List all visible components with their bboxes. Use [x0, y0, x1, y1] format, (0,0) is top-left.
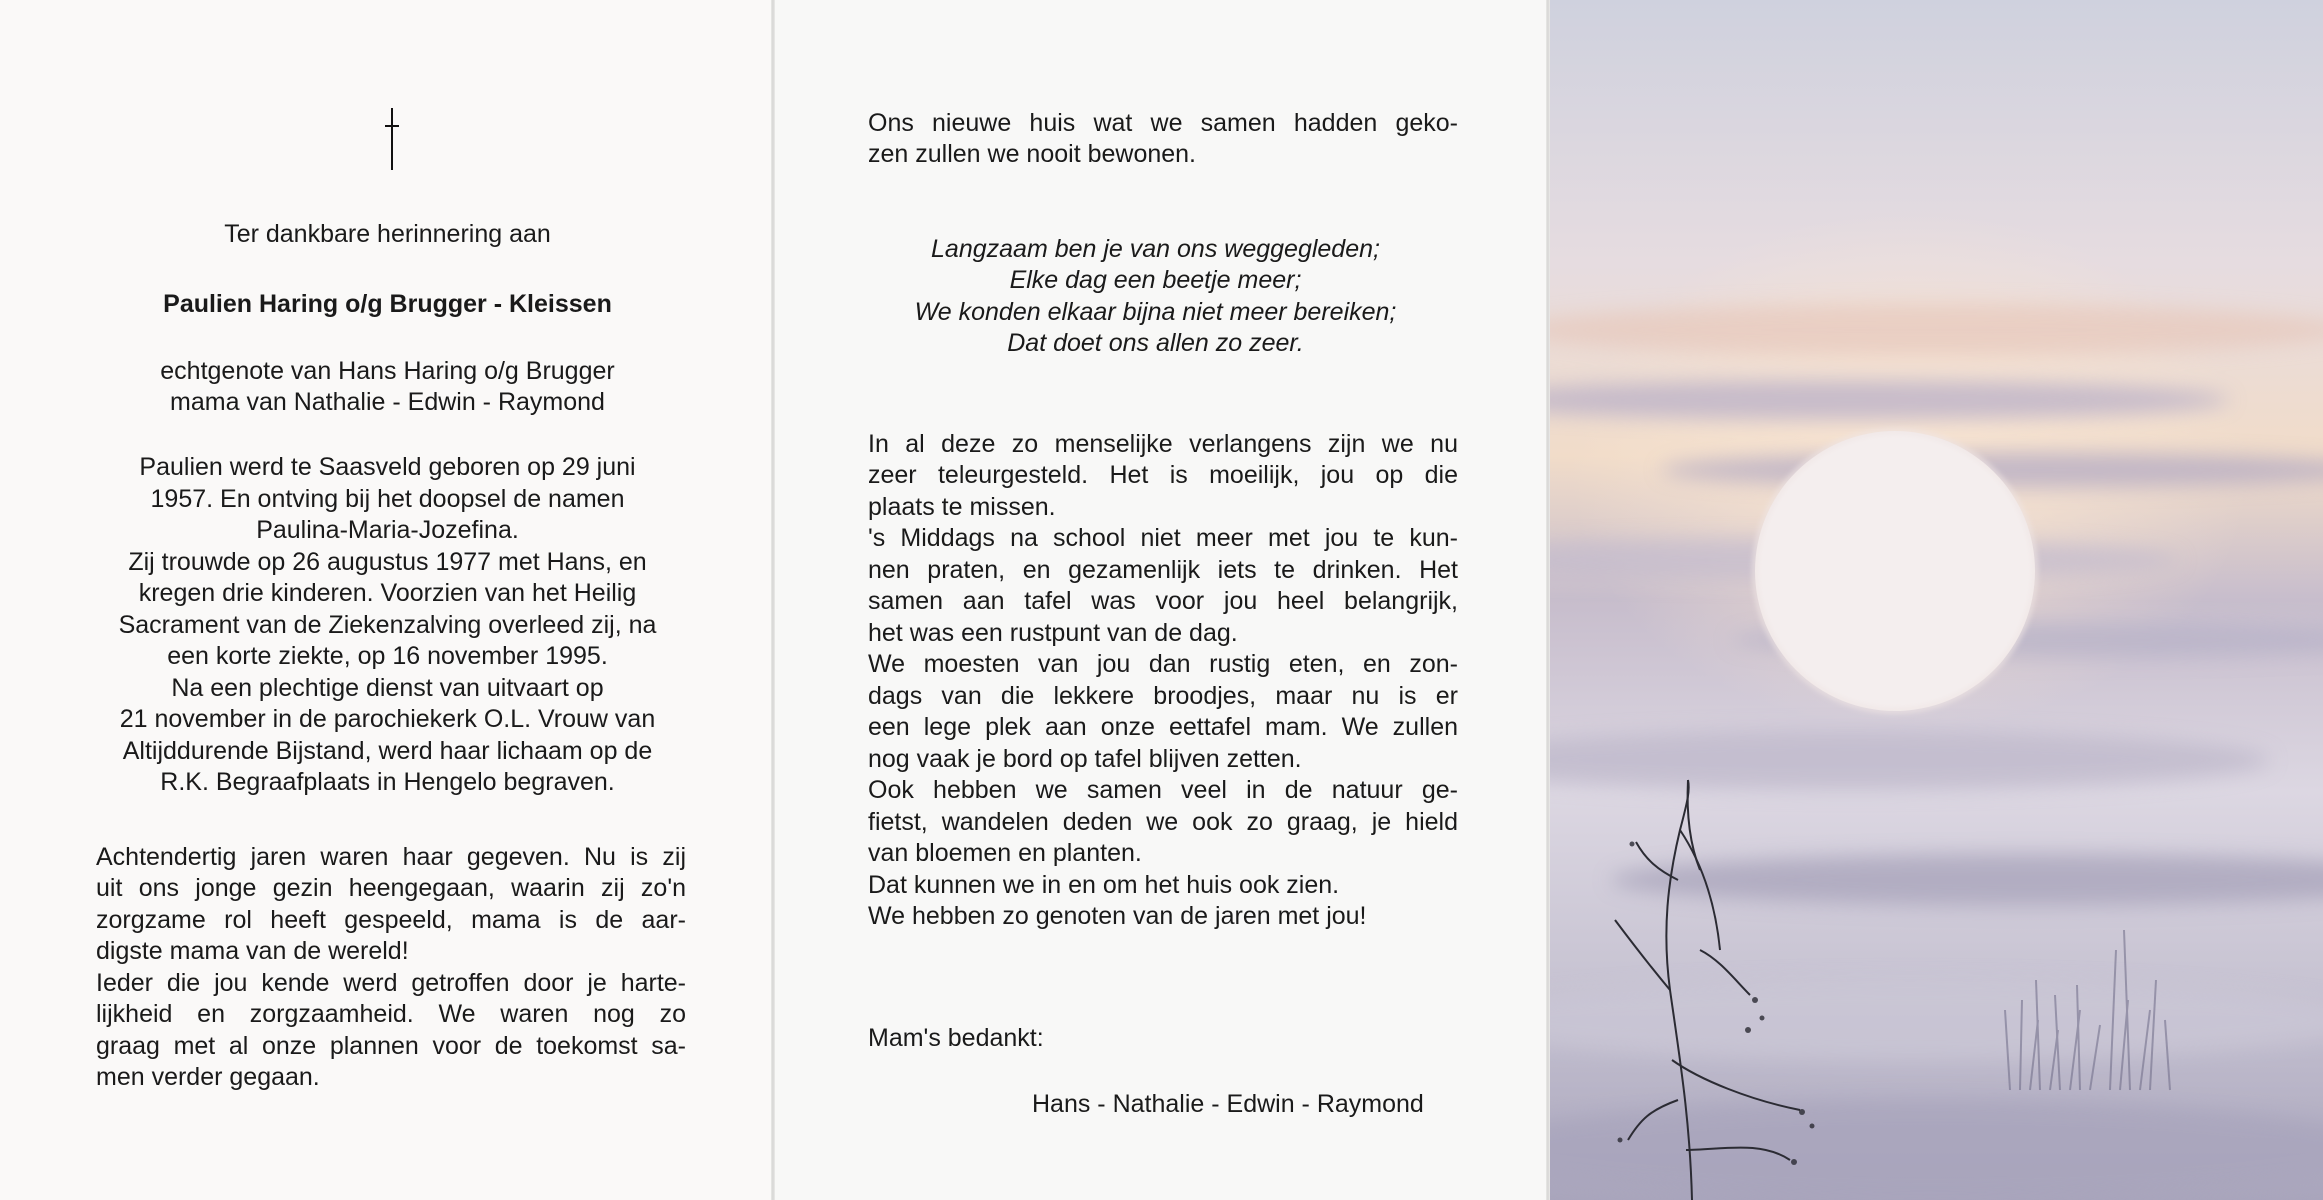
tribute-line: digste mama van de wereld! [96, 937, 409, 965]
relation-line: echtgenote van Hans Haring o/g Brugger [160, 357, 615, 385]
cross-icon [385, 108, 399, 170]
poem-line: Elke dag een beetje meer; [1009, 266, 1302, 294]
bio-line: Paulien werd te Saasveld geboren op 29 juni [139, 453, 636, 481]
tribute-line: lijkheid en zorgzaamheid. We waren nog zo [96, 1000, 686, 1028]
poem-line: Dat doet ons allen zo zeer. [1007, 329, 1304, 357]
bio-line: Sacrament van de Ziekenzalving overleed zij, na [118, 611, 657, 639]
middle-panel [775, 0, 1550, 1200]
bio-line: 1957. En ontving bij het doopsel de namen [150, 485, 625, 513]
house-line: Ons nieuwe huis wat we samen hadden geko- [868, 109, 1458, 137]
intro-text: Ter dankbare herinnering aan [224, 220, 551, 248]
bio-line: Altijddurende Bijstand, werd haar lichaam op de [122, 737, 653, 765]
tribute-line: men verder gegaan. [96, 1063, 320, 1091]
memory-line: Ook hebben we samen veel in de natuur ge- [868, 776, 1458, 804]
deceased-name: Paulien Haring o/g Brugger - Kleissen [163, 290, 612, 318]
memory-line: plaats te missen. [868, 493, 1056, 521]
left-panel [0, 0, 775, 1200]
bio-line: R.K. Begraafplaats in Hengelo begraven. [160, 768, 615, 796]
relation-line: mama van Nathalie - Edwin - Raymond [170, 388, 605, 416]
tribute-line: graag met al onze plannen voor de toekomst sa- [96, 1032, 686, 1060]
memory-line: zeer teleurgesteld. Het is moeilijk, jou op die [868, 461, 1458, 489]
bio-line: kregen drie kinderen. Voorzien van het Heilig [138, 579, 637, 607]
memory-line: We hebben zo genoten van de jaren met jou! [868, 902, 1367, 930]
memory-line: nen praten, en gezamenlijk iets te drinken. Het [868, 556, 1458, 584]
tribute-line: Achtendertig jaren waren haar gegeven. Nu is zij [96, 843, 686, 871]
bio-line: een korte ziekte, op 16 november 1995. [167, 642, 608, 670]
bio-line: Paulina-Maria-Jozefina. [256, 516, 519, 544]
signature-text: Hans - Nathalie - Edwin - Raymond [1032, 1090, 1424, 1118]
house-line: zen zullen we nooit bewonen. [868, 140, 1197, 168]
memory-line: fietst, wandelen deden we ook zo graag, je hield [868, 808, 1458, 836]
poem-line: We konden elkaar bijna niet meer bereiken; [914, 298, 1397, 326]
bio-line: Zij trouwde op 26 augustus 1977 met Hans, en [128, 548, 647, 576]
bio-line: 21 november in de parochiekerk O.L. Vrouw van [119, 705, 656, 733]
memory-line: van bloemen en planten. [868, 839, 1142, 867]
memory-line: samen aan tafel was voor jou heel belangrijk, [868, 587, 1458, 615]
poem-line: Langzaam ben je van ons weggegleden; [931, 235, 1380, 263]
memory-line: Dat kunnen we in en om het huis ook zien. [868, 871, 1340, 899]
memory-line: We moesten van jou dan rustig eten, en zon- [868, 650, 1458, 678]
tribute-line: uit ons jonge gezin heengegaan, waarin zij zo'n [96, 874, 686, 902]
thanks-text: Mam's bedankt: [868, 1024, 1044, 1052]
memory-line: het was een rustpunt van de dag. [868, 619, 1238, 647]
illustration-panel [1550, 0, 2323, 1200]
tribute-line: Ieder die jou kende werd getroffen door je harte- [96, 969, 686, 997]
memory-line: een lege plek aan onze eettafel mam. We zullen [868, 713, 1458, 741]
tribute-line: zorgzame rol heeft gespeeld, mama is de aar- [96, 906, 686, 934]
sunset-illustration [1550, 0, 2323, 1200]
bio-line: Na een plechtige dienst van uitvaart op [171, 674, 604, 702]
memory-line: dags van die lekkere broodjes, maar nu is er [868, 682, 1458, 710]
memory-line: In al deze zo menselijke verlangens zijn we nu [868, 430, 1458, 458]
memory-line: 's Middags na school niet meer met jou te kun- [868, 524, 1458, 552]
memory-line: nog vaak je bord op tafel blijven zetten. [868, 745, 1302, 773]
